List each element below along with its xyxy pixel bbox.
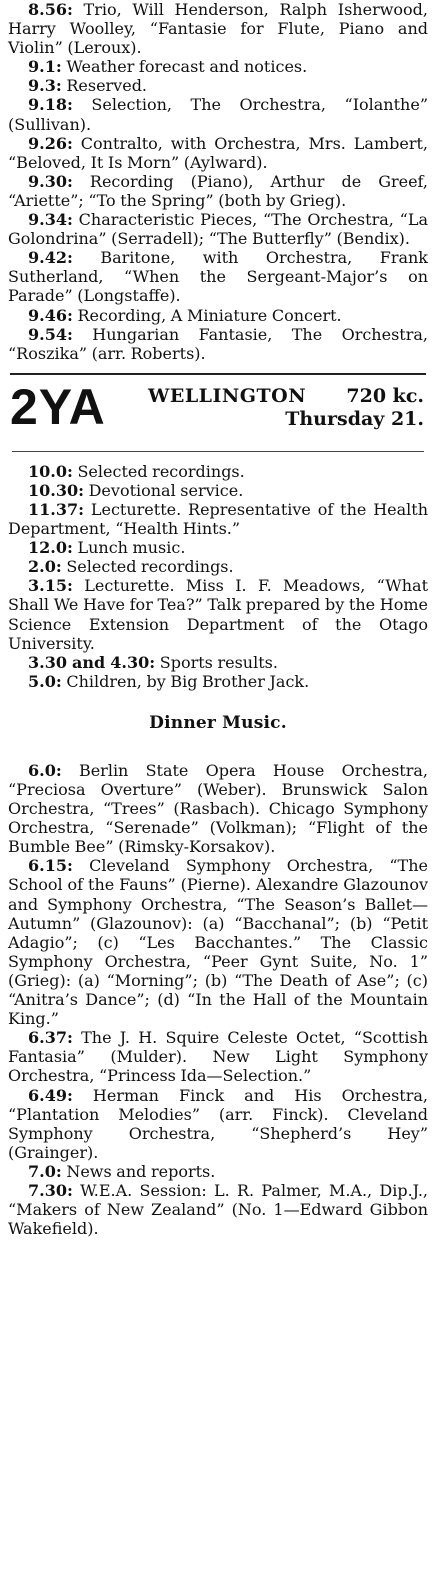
programme-entry xyxy=(8,1181,428,1238)
entry-time: 10.0: xyxy=(28,461,73,481)
entry-time: 3.30 and 4.30: xyxy=(28,652,156,672)
programme-entry xyxy=(8,576,428,652)
header-divider xyxy=(12,451,424,452)
entry-time: 9.54: xyxy=(28,324,73,344)
entry-description: Baritone, with Orchestra, Frank Sutherland, “When the Sergeant-Major’s on Parade” (Longstaffe). xyxy=(8,248,428,306)
entry-time: 10.30: xyxy=(28,480,85,500)
entry-description: Characteristic Pieces, “The Orchestra, “La Golondrina” (Serradell); “The Butterfly” (Bendix). xyxy=(8,210,428,249)
entry-description: Weather forecast and notices. xyxy=(61,57,308,77)
programme-list-continued xyxy=(8,0,428,363)
programme-entry xyxy=(8,172,428,210)
entry-description: Children, by Big Brother Jack. xyxy=(61,671,310,691)
programme-entry xyxy=(8,1162,428,1181)
programme-entry xyxy=(8,57,428,76)
entry-time: 7.30: xyxy=(28,1180,73,1200)
entry-description: Selected recordings. xyxy=(72,461,245,481)
programme-entry xyxy=(8,672,428,691)
entry-time: 6.49: xyxy=(28,1085,73,1105)
listing-column xyxy=(8,0,428,1238)
programme-entry xyxy=(8,856,428,1028)
entry-time: 9.30: xyxy=(28,171,73,191)
entry-description: Reserved. xyxy=(61,76,148,96)
broadcast-date: Thursday 21. xyxy=(285,407,424,430)
entry-time: 5.0: xyxy=(28,671,62,691)
entry-description: Devotional service. xyxy=(84,480,244,500)
entry-description: Recording, A Miniature Concert. xyxy=(72,305,342,325)
entry-time: 6.37: xyxy=(28,1028,73,1048)
entry-description: Lecturette. Miss I. F. Meadows, “What Shall We Have for Tea?” Talk prepared by the Home Science Extension Department of the Otago University. xyxy=(8,576,428,653)
programme-entry xyxy=(8,557,428,576)
entry-description: W.E.A. Session: L. R. Palmer, M.A., Dip.J., “Makers of New Zealand” (No. 1—Edward Gibbon Wakefield). xyxy=(8,1180,428,1239)
entry-time: 9.46: xyxy=(28,305,73,325)
programme-list-dinner xyxy=(8,761,428,1238)
programme-entry xyxy=(8,481,428,500)
entry-time: 6.0: xyxy=(28,760,62,780)
entry-description: Lunch music. xyxy=(72,538,186,558)
programme-entry xyxy=(8,134,428,172)
entry-time: 7.0: xyxy=(28,1161,62,1181)
entry-description: Sports results. xyxy=(155,652,278,672)
programme-entry xyxy=(8,653,428,672)
entry-time: 11.37: xyxy=(28,499,85,519)
programme-entry xyxy=(8,1028,428,1085)
programme-entry xyxy=(8,210,428,248)
station-city: WELLINGTON xyxy=(148,384,307,407)
programme-entry xyxy=(8,1086,428,1162)
entry-description: Trio, Will Henderson, Ralph Isherwood, Harry Woolley, “Fantasie for Flute, Piano and Violin” (Leroux). xyxy=(8,0,428,58)
entry-time: 2.0: xyxy=(28,557,62,577)
entry-description: Recording (Piano), Arthur de Greef, “Ariette”; “To the Spring” (both by Grieg). xyxy=(8,171,428,210)
entry-description: Lecturette. Representative of the Health Department, “Health Hints.” xyxy=(8,499,428,539)
entry-time: 8.56: xyxy=(28,0,73,19)
entry-description: Selected recordings. xyxy=(61,557,234,577)
section-divider xyxy=(10,373,426,375)
entry-description: Contralto, with Orchestra, Mrs. Lambert, “Beloved, It Is Morn” (Aylward). xyxy=(8,133,428,172)
programme-list-day xyxy=(8,462,428,691)
entry-time: 3.15: xyxy=(28,576,73,596)
entry-description: Cleveland Symphony Orchestra, “The School of the Fauns” (Pierne). Alexandre Glazounov and Symphony Orchestra, “The Season’s Ballet—Autumn” (Glazounov): (a) “Bacchanal”; (b) “Petit Adagio”; (c) “Les Bacchantes.” The Classic Symphony Orchestra, “Peer Gynt Suite, No. 1” (Grieg): (a) “Morning”; (b) “The Death of Ase”; (c) “Anitra’s Dance”; (d) “In the Hall of the Mountain King.” xyxy=(8,856,428,1029)
programme-entry xyxy=(8,325,428,363)
station-callsign: 2YA xyxy=(10,378,106,435)
programme-entry xyxy=(8,538,428,557)
entry-time: 9.26: xyxy=(28,133,73,153)
entry-time: 9.18: xyxy=(28,95,73,115)
entry-time: 12.0: xyxy=(28,538,73,558)
programme-entry xyxy=(8,306,428,325)
programme-entry xyxy=(8,462,428,481)
entry-description: News and reports. xyxy=(61,1161,216,1181)
entry-description: Herman Finck and His Orchestra, “Plantation Melodies” (arr. Finck). Cleveland Symphony Orchestra, “Shepherd’s Hey” (Grainger). xyxy=(8,1085,428,1162)
programme-entry xyxy=(8,248,428,305)
entry-description: Berlin State Opera House Orchestra, “Preciosa Overture” (Weber). Brunswick Salon Orchestra, “Trees” (Rasbach). Chicago Symphony Orchestra, “Serenade” (Volkman); “Flight of the Bumble Bee” (Rimsky-Korsakov). xyxy=(8,760,428,857)
station-header xyxy=(8,378,428,437)
programme-entry xyxy=(8,95,428,133)
entry-time: 9.1: xyxy=(28,57,62,77)
station-frequency: 720 kc. xyxy=(346,384,424,407)
programme-entry xyxy=(8,761,428,856)
section-heading: Dinner Music. xyxy=(149,712,287,733)
programme-entry xyxy=(8,500,428,538)
entry-time: 9.3: xyxy=(28,76,62,96)
entry-description: Selection, The Orchestra, “Iolanthe” (Sullivan). xyxy=(8,95,428,134)
entry-description: The J. H. Squire Celeste Octet, “Scottish Fantasia” (Mulder). New Light Symphony Orchestra, “Princess Ida—Selection.” xyxy=(8,1028,428,1086)
programme-entry xyxy=(8,0,428,57)
entry-time: 9.34: xyxy=(28,210,73,230)
entry-time: 9.42: xyxy=(28,248,73,268)
entry-description: Hungarian Fantasie, The Orchestra, “Roszika” (arr. Roberts). xyxy=(8,324,428,363)
programme-entry xyxy=(8,76,428,95)
entry-time: 6.15: xyxy=(28,856,73,876)
